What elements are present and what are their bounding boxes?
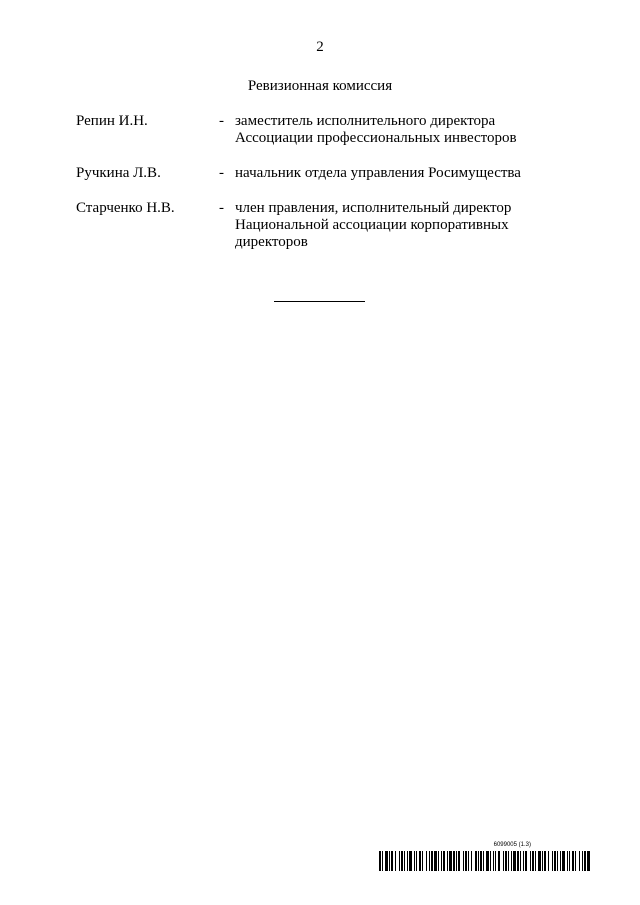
member-row [76, 113, 556, 147]
member-role: начальник отдела управления Росимущества [235, 165, 521, 181]
barcode-block [379, 841, 591, 871]
member-dash: - [219, 165, 224, 181]
barcode-caption: 6099005 (1.3) [493, 842, 531, 848]
member-dash: - [219, 200, 224, 216]
member-role: член правления, исполнительный директор Национальной ассоциации корпоративных директоров [235, 200, 512, 250]
member-name: Старченко Н.В. [76, 200, 175, 216]
member-dash: - [219, 113, 224, 129]
section-title: Ревизионная комиссия [247, 78, 393, 94]
separator-line [274, 301, 365, 302]
page-number: 2 [316, 39, 324, 55]
member-row [76, 200, 556, 251]
member-list [76, 113, 556, 251]
member-role: заместитель исполнительного директора Ассоциации профессиональных инвесторов [235, 113, 517, 146]
member-name: Репин И.Н. [76, 113, 148, 129]
barcode-icon [379, 851, 591, 871]
member-name: Ручкина Л.В. [76, 165, 161, 181]
member-row [76, 165, 556, 182]
